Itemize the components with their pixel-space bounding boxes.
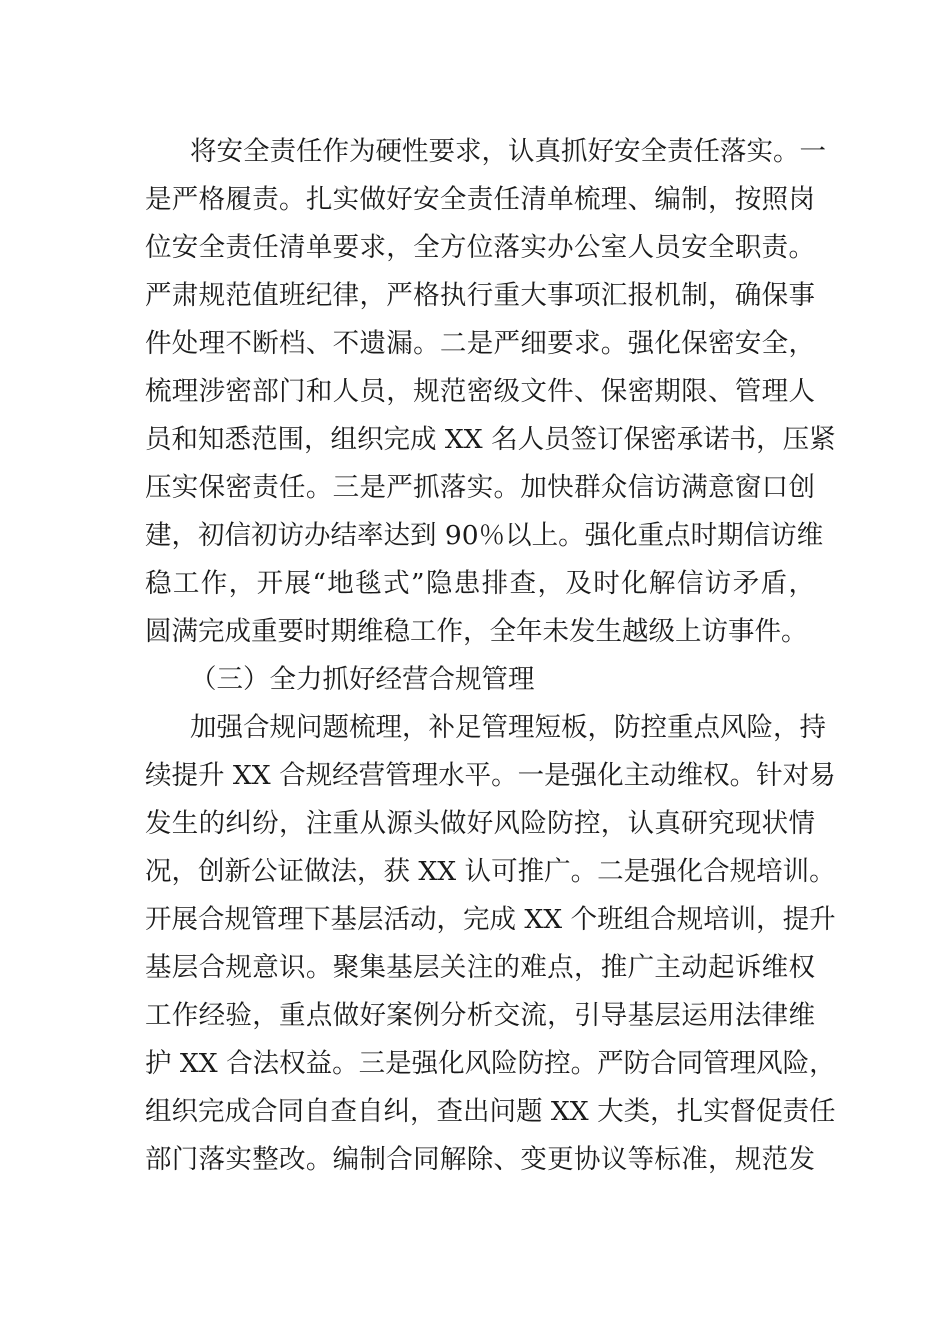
paragraph-1-line-3: 位安全责任清单要求，全方位落实办公室人员安全职责。 (145, 232, 815, 263)
paragraph-1-line-4: 严肃规范值班纪律，严格执行重大事项汇报机制，确保事 (145, 280, 815, 311)
paragraph-1-line-8: 压实保密责任。三是严抓落实。加快群众信访满意窗口创 (145, 472, 815, 503)
paragraph-2-line-10: 部门落实整改。编制合同解除、变更协议等标准，规范发 (145, 1144, 815, 1175)
paragraph-2-line-4: 况，创新公证做法，获 XX 认可推广。二是强化合规培训。 (145, 856, 836, 887)
paragraph-2-line-5: 开展合规管理下基层活动，完成 XX 个班组合规培训，提升 (145, 904, 836, 935)
paragraph-2-line-7: 工作经验，重点做好案例分析交流，引导基层运用法律维 (145, 1000, 815, 1031)
paragraph-1-line-2: 是严格履责。扎实做好安全责任清单梳理、编制，按照岗 (145, 184, 815, 215)
paragraph-1-line-5: 件处理不断档、不遗漏。二是严细要求。强化保密安全， (145, 328, 815, 359)
paragraph-1-line-9: 建，初信初访办结率达到 90％以上。强化重点时期信访维 (145, 520, 824, 551)
paragraph-1-line-11: 圆满完成重要时期维稳工作，全年未发生越级上访事件。 (145, 616, 808, 647)
paragraph-1-line-1: 将安全责任作为硬性要求，认真抓好安全责任落实。一 (190, 136, 826, 167)
paragraph-2-line-3: 发生的纠纷，注重从源头做好风险防控，认真研究现状情 (145, 808, 815, 839)
paragraph-1-line-10: 稳工作，开展“地毯式”隐患排查，及时化解信访矛盾， (145, 568, 815, 599)
paragraph-2-line-8: 护 XX 合法权益。三是强化风险防控。严防合同管理风险， (145, 1048, 836, 1079)
paragraph-1-line-7: 员和知悉范围，组织完成 XX 名人员签订保密承诺书，压紧 (145, 424, 836, 455)
paragraph-2-line-1: 加强合规问题梳理，补足管理短板，防控重点风险，持 (190, 712, 826, 743)
paragraph-1-line-6: 梳理涉密部门和人员，规范密级文件、保密期限、管理人 (145, 376, 815, 407)
paragraph-2-line-2: 续提升 XX 合规经营管理水平。一是强化主动维权。针对易 (145, 760, 836, 791)
section-heading: （三）全力抓好经营合规管理 (190, 664, 535, 695)
paragraph-2-line-6: 基层合规意识。聚集基层关注的难点，推广主动起诉维权 (145, 952, 815, 983)
paragraph-2-line-9: 组织完成合同自查自纠，查出问题 XX 大类，扎实督促责任 (145, 1096, 836, 1127)
